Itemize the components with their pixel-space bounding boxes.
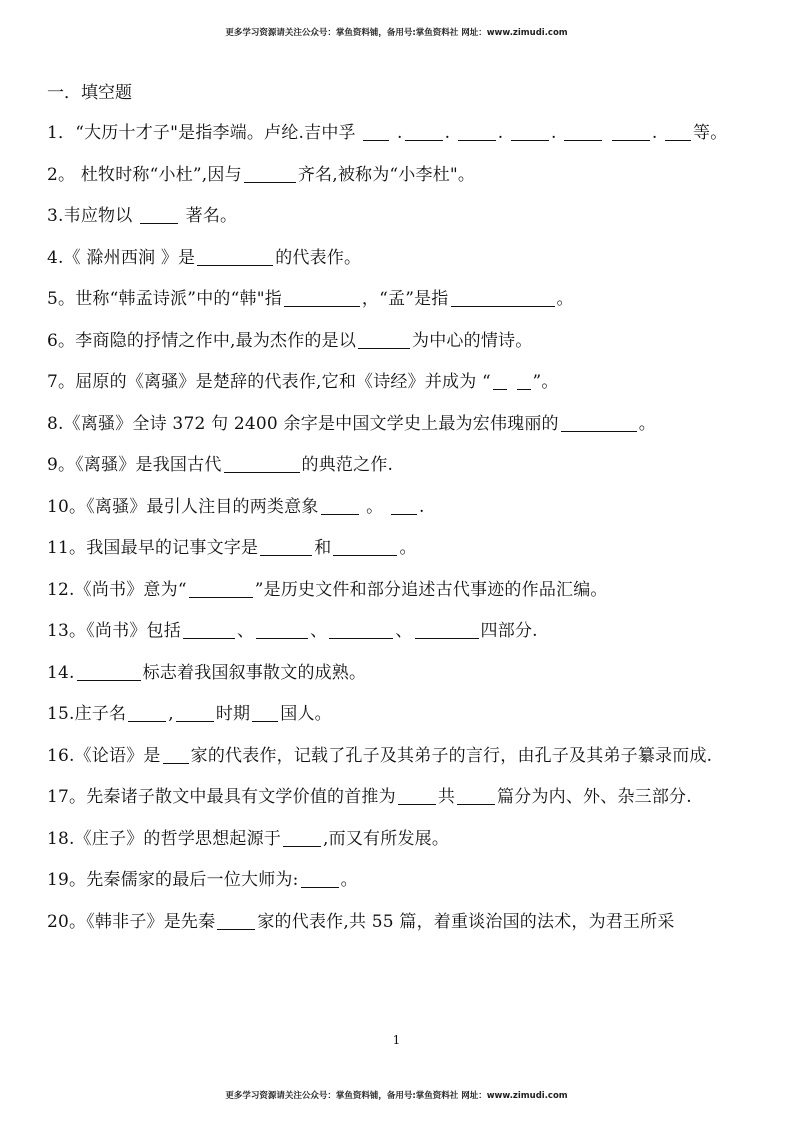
page-number: 1	[392, 1033, 401, 1047]
question-4: 4.《 滁州西涧 》是 的代表作。	[47, 247, 362, 268]
question-13: 13。《尚书》包括 、 、 、 四部分.	[47, 621, 538, 641]
question-9: 9。《离骚》是我国古代 的典范之作.	[47, 455, 394, 475]
question-8: 8.《离骚》全诗 372 句 2400 余字是中国文学史上最为宏伟瑰丽的 。	[47, 413, 656, 434]
question-1: 1．“大历十才子"是指李端。卢纶.吉中孚 . . . . . 等。	[47, 123, 728, 143]
question-3: 3.韦应物以 著名。	[47, 206, 238, 226]
header-banner: 更多学习资源请关注公众号：掌鱼资料铺，备用号:掌鱼资料社 网址：www.zimudi.com	[225, 28, 568, 38]
question-7: 7。屈原的《离骚》是楚辞的代表作,它和《诗经》并成为 “ ”。	[47, 372, 559, 392]
question-10: 10。《离骚》最引人注目的两类意象 。 .	[47, 496, 425, 517]
question-12: 12.《尚书》意为“ ”是历史文件和部分追述古代事迹的作品汇编。	[47, 579, 608, 600]
question-17: 17。先秦诸子散文中最具有文学价值的首推为 共 篇分为内、外、杂三部分.	[47, 787, 692, 807]
question-20: 20。《韩非子》是先秦 家的代表作,共 55 篇，着重谈治国的法术，为君王所采	[47, 911, 675, 932]
question-2: 2。 杜牧时称“小杜”,因与 齐名,被称为“小李杜"。	[47, 164, 476, 185]
question-11: 11。我国最早的记事文字是 和 。	[47, 538, 417, 558]
footer-banner: 更多学习资源请关注公众号：掌鱼资料铺，备用号:掌鱼资料社 网址：www.zimudi.com	[225, 1091, 568, 1101]
question-6: 6。李商隐的抒情之作中,最为杰作的是以 为中心的情诗。	[47, 330, 533, 351]
question-16: 16.《论语》是 家的代表作，记载了孔子及其弟子的言行，由孔子及其弟子纂录而成.	[47, 745, 713, 766]
question-19: 19。先秦儒家的最后一位大师为: 。	[47, 870, 358, 890]
question-18: 18.《庄子》的哲学思想起源于 ,而又有所发展。	[47, 828, 450, 849]
question-14: 14. 标志着我国叙事散文的成熟。	[47, 662, 367, 683]
section-title: 一．填空题	[47, 83, 132, 103]
question-15: 15.庄子名 , 时期 国人。	[47, 704, 332, 724]
question-5: 5。世称“韩孟诗派”中的“韩"指 ，“孟”是指 。	[47, 289, 574, 309]
document-body	[47, 78, 752, 943]
